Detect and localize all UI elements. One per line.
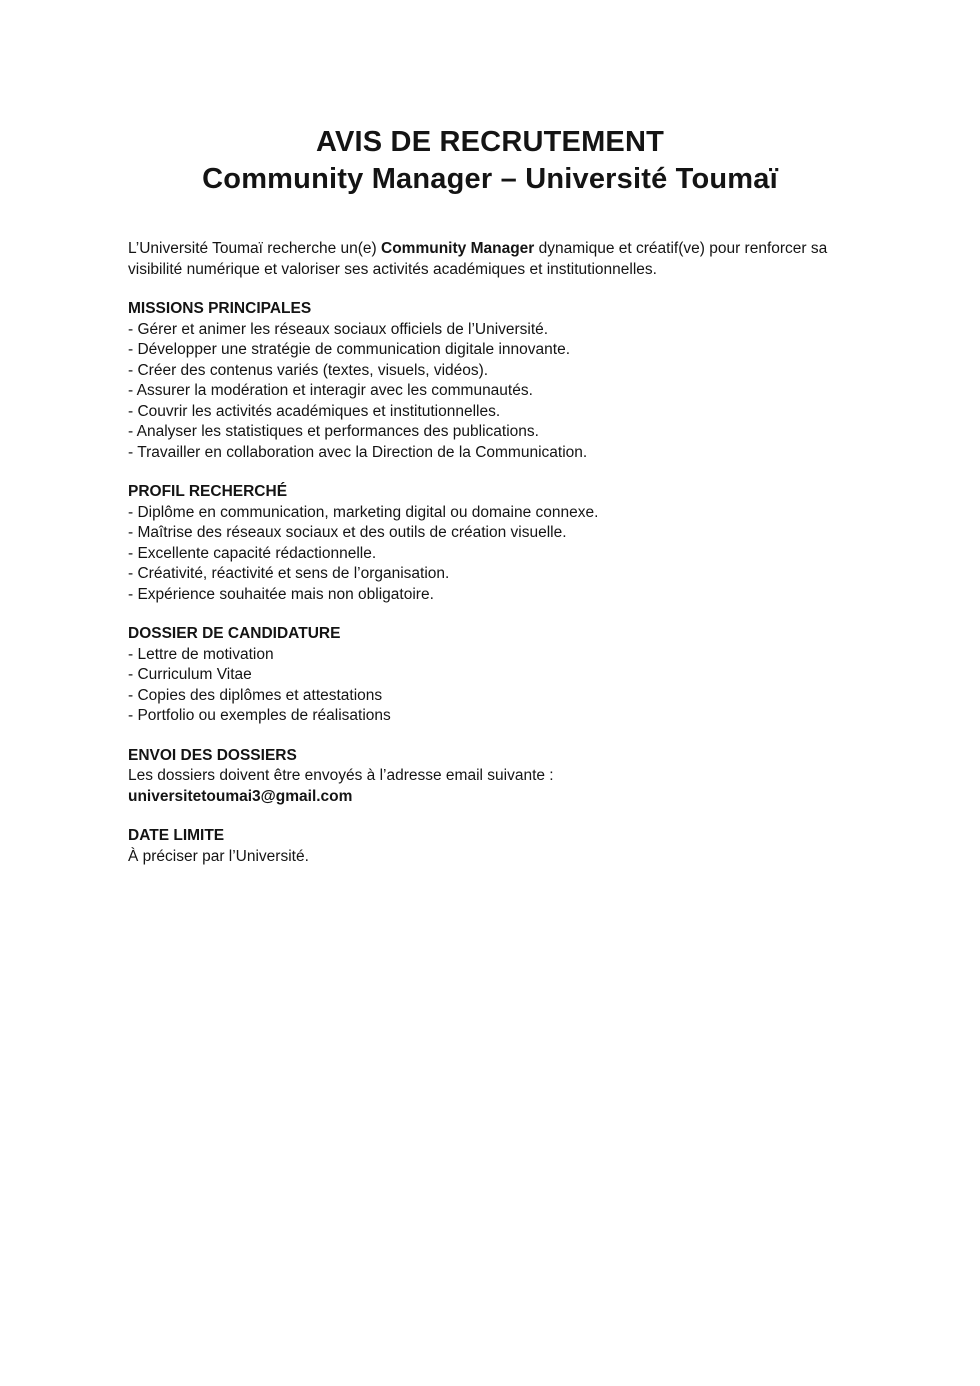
- section-line: - Créativité, réactivité et sens de l’organisation.: [128, 565, 450, 582]
- document-section: [128, 826, 852, 867]
- section-heading: DATE LIMITE: [128, 827, 225, 844]
- intro-bold-text: Community Manager: [381, 240, 535, 257]
- document-section: [128, 746, 852, 808]
- document-section: [128, 624, 852, 727]
- section-line: Les dossiers doivent être envoyés à l’adresse email suivante :: [128, 767, 554, 784]
- document-title: [128, 124, 852, 198]
- title-line-2: Community Manager – Université Toumaï: [202, 163, 778, 195]
- section-line: - Analyser les statistiques et performances des publications.: [128, 423, 539, 440]
- section-line: - Diplôme en communication, marketing digital ou domaine connexe.: [128, 503, 599, 521]
- section-line: - Développer une stratégie de communication digitale innovante.: [128, 341, 571, 358]
- section-line: - Couvrir les activités académiques et institutionnelles.: [128, 402, 501, 420]
- section-heading: DOSSIER DE CANDIDATURE: [128, 625, 341, 642]
- section-line-email: universitetoumai3@gmail.com: [128, 787, 353, 805]
- section-line: - Travailler en collaboration avec la Direction de la Communication.: [128, 443, 588, 461]
- title-line-1: AVIS DE RECRUTEMENT: [315, 126, 665, 158]
- intro-paragraph: [128, 239, 852, 280]
- section-line: À préciser par l’Université.: [128, 847, 309, 865]
- section-line: - Gérer et animer les réseaux sociaux officiels de l’Université.: [128, 320, 549, 338]
- section-line: - Maîtrise des réseaux sociaux et des outils de création visuelle.: [128, 524, 567, 541]
- document-section: [128, 482, 852, 605]
- section-line: - Portfolio ou exemples de réalisations: [128, 707, 391, 724]
- section-heading: MISSIONS PRINCIPALES: [128, 300, 312, 317]
- section-line: - Excellente capacité rédactionnelle.: [128, 544, 377, 562]
- section-line: - Lettre de motivation: [128, 645, 274, 663]
- section-line: - Expérience souhaitée mais non obligatoire.: [128, 585, 434, 603]
- sections-container: [128, 299, 852, 867]
- section-heading: PROFIL RECHERCHÉ: [128, 483, 288, 500]
- section-line: - Assurer la modération et interagir avec les communautés.: [128, 382, 533, 399]
- intro-text-before: L’Université Toumaï recherche un(e): [128, 240, 382, 257]
- section-line: - Curriculum Vitae: [128, 666, 252, 683]
- section-line: - Copies des diplômes et attestations: [128, 686, 383, 704]
- intro-text-after: dynamique et créatif(ve) pour renforcer sa visibilité numérique et valoriser ses activités académiques et institutionnelles.: [128, 240, 828, 278]
- section-heading: ENVOI DES DOSSIERS: [128, 746, 297, 764]
- section-line: - Créer des contenus variés (textes, visuels, vidéos).: [128, 361, 489, 379]
- document-section: [128, 299, 852, 463]
